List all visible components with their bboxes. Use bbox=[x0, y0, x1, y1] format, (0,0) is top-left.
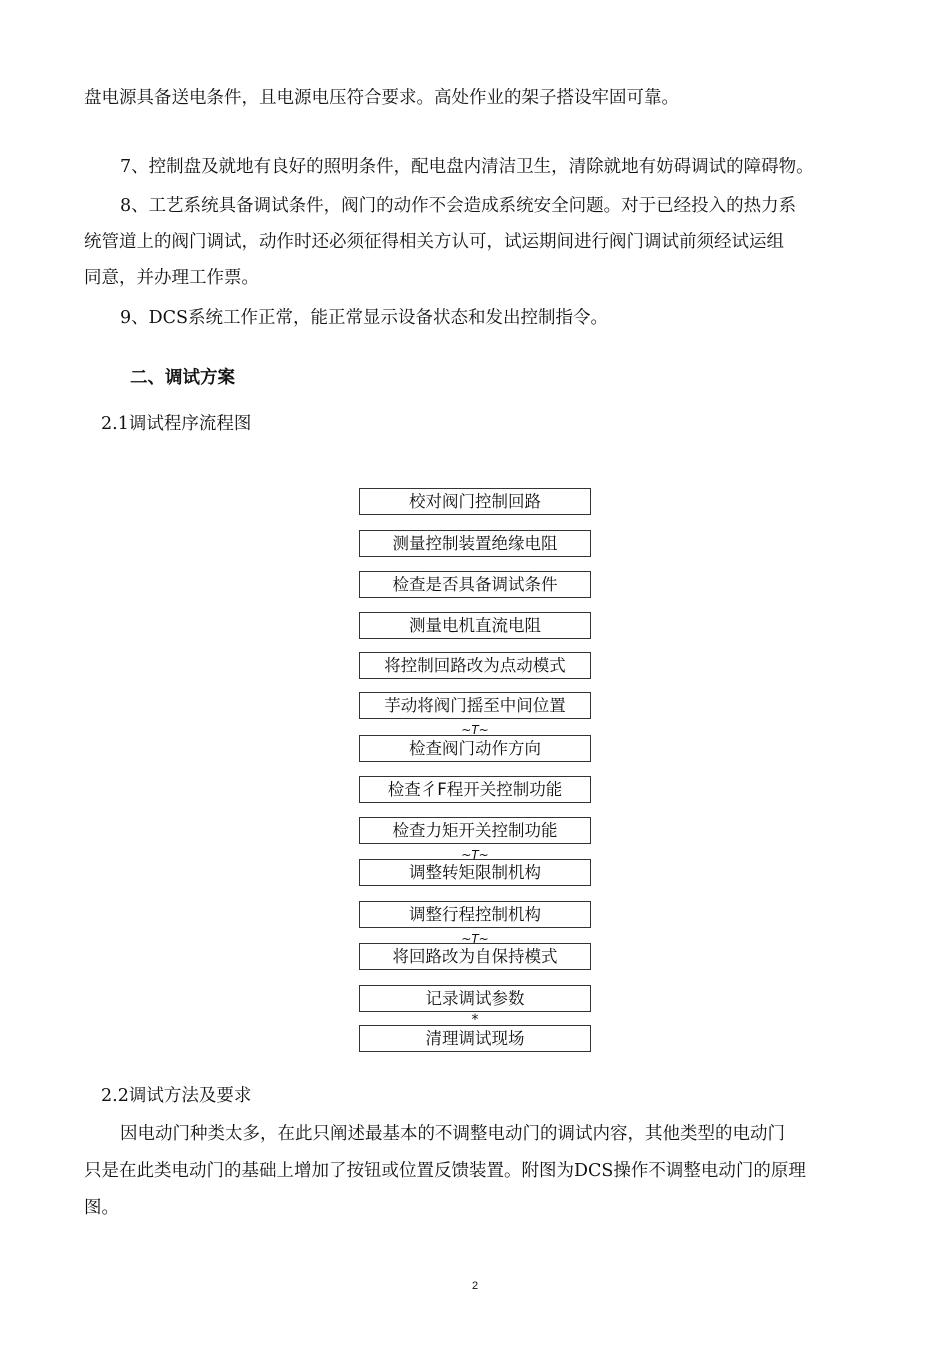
subsection-heading: 2.2调试方法及要求 bbox=[101, 1086, 252, 1106]
flow-connector: ~T~ bbox=[461, 848, 489, 862]
paragraph-line: 盘电源具备送电条件，且电源电压符合要求。高处作业的架子搭设牢固可靠。 bbox=[84, 88, 679, 108]
flow-step: 调整行程控制机构 bbox=[359, 901, 591, 928]
flow-step: 检查是否具备调试条件 bbox=[359, 571, 591, 598]
flow-step: 将控制回路改为点动模式 bbox=[359, 652, 591, 679]
flow-connector: ~T~ bbox=[461, 932, 489, 946]
page-number: 2 bbox=[471, 1280, 479, 1292]
paragraph-line: 图。 bbox=[84, 1198, 119, 1218]
flow-step: 芋动将阀门摇至中间位置 bbox=[359, 692, 591, 719]
paragraph-line: 同意，并办理工作票。 bbox=[84, 268, 259, 288]
flow-step: 检查力矩开关控制功能 bbox=[359, 817, 591, 844]
paragraph-line: 8、工艺系统具备调试条件，阀门的动作不会造成系统安全问题。对于已经投入的热力系 bbox=[120, 196, 797, 216]
flow-connector: ~T~ bbox=[461, 723, 489, 737]
paragraph-line: 7、控制盘及就地有良好的照明条件，配电盘内清洁卫生，清除就地有妨碍调试的障碍物。 bbox=[120, 157, 814, 177]
flow-step: 调整转矩限制机构 bbox=[359, 859, 591, 886]
paragraph-line: 统管道上的阀门调试，动作时还必须征得相关方认可，试运期间进行阀门调试前须经试运组 bbox=[84, 232, 784, 252]
flow-step: 测量控制装置绝缘电阻 bbox=[359, 530, 591, 557]
flow-step: 检查彳F程开关控制功能 bbox=[359, 776, 591, 803]
paragraph-line: 只是在此类电动门的基础上增加了按钮或位置反馈装置。附图为DCS操作不调整电动门的原理 bbox=[84, 1161, 806, 1181]
section-heading: 二、调试方案 bbox=[130, 368, 235, 388]
flow-step: 清理调试现场 bbox=[359, 1025, 591, 1052]
flow-connector: * bbox=[471, 1012, 479, 1028]
paragraph-line: 因电动门种类太多，在此只阐述最基本的不调整电动门的调试内容，其他类型的电动门 bbox=[120, 1124, 785, 1144]
paragraph-line: 9、DCS系统工作正常，能正常显示设备状态和发出控制指令。 bbox=[120, 308, 609, 328]
flow-step: 记录调试参数 bbox=[359, 985, 591, 1012]
flow-step: 测量电机直流电阻 bbox=[359, 612, 591, 639]
flow-step: 检查阀门动作方向 bbox=[359, 735, 591, 762]
subsection-heading: 2.1调试程序流程图 bbox=[101, 414, 252, 434]
flow-step: 将回路改为自保持模式 bbox=[359, 943, 591, 970]
flow-step: 校对阀门控制回路 bbox=[359, 488, 591, 515]
